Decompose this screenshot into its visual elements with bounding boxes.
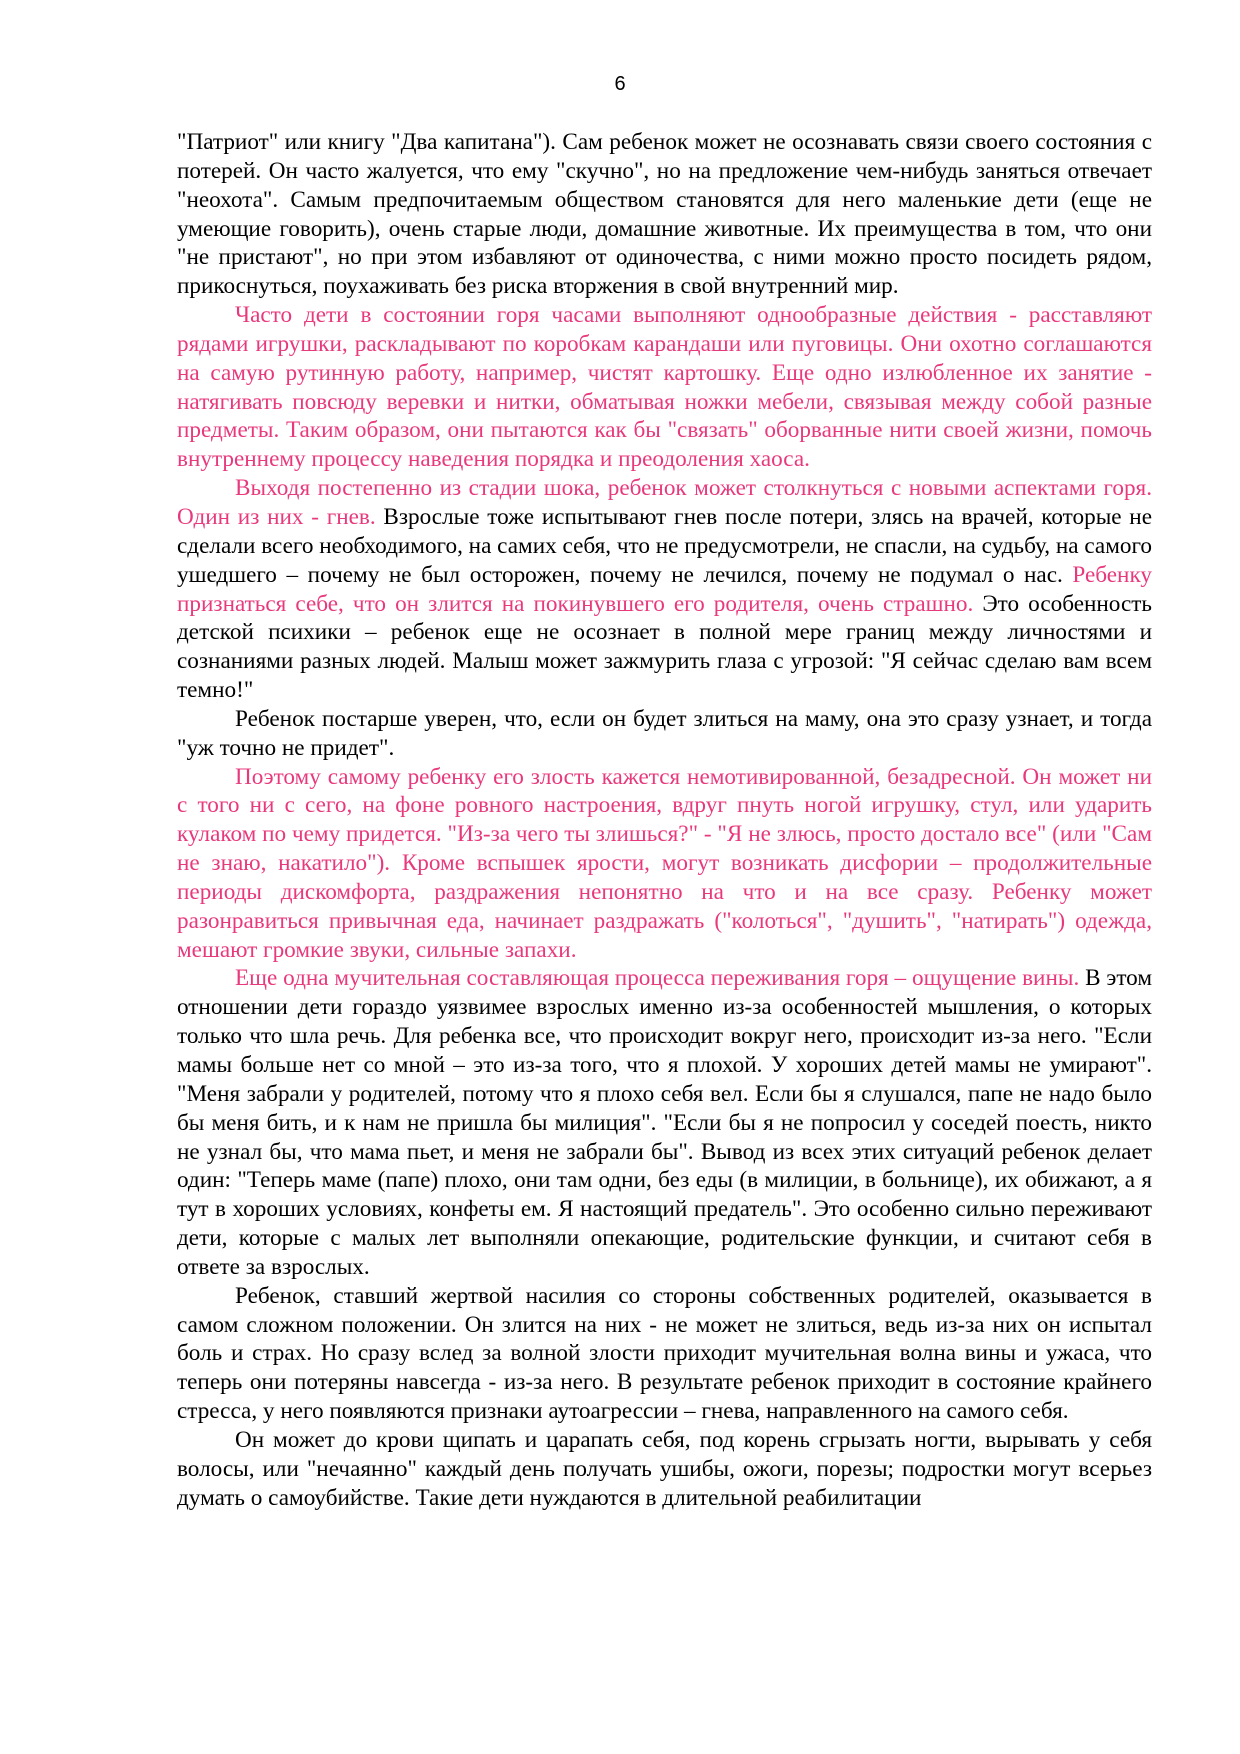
paragraph-6 (177, 964, 1152, 1281)
text-segment: В этом отношении дети гораздо уязвимее взрослых именно из-за особенностей мышления, о которых только что шла речь. Для ребенка все, что происходит вокруг него, происходит из-за него. "Если мамы больше нет со мной – это из-за того, что я плохой. У хороших детей мамы не умирают". "Меня забрали у родителей, потому что я плохо себя вел. Если бы я слушался, папе не надо было бы меня бить, и к нам не пришла бы милиция". "Если бы я не попросил у соседей поесть, никто не узнал бы, что мама пьет, и меня не забрали бы". Вывод из всех этих ситуаций ребенок делает один: "Теперь маме (папе) плохо, они там одни, без еды (в милиции, в больнице), их обижают, а я тут в хороших условиях, конфеты ем. Я настоящий предатель". Это особенно сильно переживают дети, которые с малых лет выполняли опекающие, родительские функции, и считают себя в ответе за взрослых. (177, 965, 1152, 1280)
text-segment: "Патриот" или книгу "Два капитана"). Сам ребенок может не осознавать связи своего состояния с потерей. Он часто жалуется, что ему "скучно", но на предложение чем-нибудь заняться отвечает "неохота". Самым предпочитаемым обществом становятся для него маленькие дети (еще не умеющие говорить), очень старые люди, домашние животные. Их преимущества в том, что они "не пристают", но при этом избавляют от одиночества, с ними можно просто посидеть рядом, прикоснуться, поухаживать без риска вторжения в свой внутренний мир. (177, 129, 1152, 300)
paragraph-5 (177, 763, 1152, 965)
text-segment: Это особенность детской психики – ребенок еще не осознает в полной мере границ между личностями и сознаниями разных людей. Малыш может зажмурить глаза с угрозой: "Я сейчас сделаю вам всем темно!" (177, 590, 1152, 704)
paragraph-2 (177, 301, 1152, 474)
paragraph-1 (177, 128, 1152, 301)
text-segment: Взрослые тоже испытывают гнев после потери, злясь на врачей, которые не сделали всего необходимого, на самих себя, что не предусмотрели, не спасли, на судьбу, на самого ушедшего – почему не был осторожен, почему не лечился, почему не подумал о нас. (177, 503, 1153, 588)
highlighted-text-segment: Еще одна мучительная составляющая процесса переживания горя – ощущение вины. (235, 965, 1080, 992)
highlighted-text-segment: Поэтому самому ребенку его злость кажется немотивированной, безадресной. Он может ни с того ни с сего, на фоне ровного настроения, вдруг пнуть ногой игрушку, стул, или ударить кулаком по чему придется. "Из-за чего ты злишься?" - "Я не злюсь, просто достало все" (или "Сам не знаю, накатило"). Кроме вспышек ярости, могут возникать дисфории – продолжительные периоды дискомфорта, раздражения непонятно на что и на все сразу. Ребенку может разонравиться привычная еда, начинает раздражать ("колоться", "душить", "натирать") одежда, мешают громкие звуки, сильные запахи. (177, 763, 1152, 963)
text-segment: Он может до крови щипать и царапать себя, под корень сгрызать ногти, вырывать у себя волосы, или "нечаянно" каждый день получать ушибы, ожоги, порезы; подростки могут всерьез думать о самоубийстве. Такие дети нуждаются в длительной реабилитации (177, 1426, 1152, 1511)
document-body (177, 128, 1152, 1513)
text-segment: Ребенок постарше уверен, что, если он будет злиться на маму, она это сразу узнает, и тогда "уж точно не придет". (177, 705, 1152, 761)
highlighted-text-segment: Часто дети в состоянии горя часами выполняют однообразные действия - расставляют рядами игрушки, раскладывают по коробкам карандаши или пуговицы. Они охотно соглашаются на самую рутинную работу, например, чистят картошку. Еще одно излюбленное их занятие - натягивать повсюду веревки и нитки, обматывая ножки мебели, связывая между собой разные предметы. Таким образом, они пытаются как бы "связать" оборванные нити своей жизни, помочь внутреннему процессу наведения порядка и преодоления хаоса. (177, 302, 1152, 473)
paragraph-3 (177, 474, 1152, 705)
text-segment: Ребенок, ставший жертвой насилия со стороны собственных родителей, оказывается в самом сложном положении. Он злится на них - не может не злиться, ведь из-за них он испытал боль и страх. Но сразу вслед за волной злости приходит мучительная волна вины и ужаса, что теперь они потеряны навсегда - из-за него. В результате ребенок приходит в состояние крайнего стресса, у него появляются признаки аутоагрессии – гнева, направленного на самого себя. (177, 1282, 1152, 1425)
paragraph-4 (177, 705, 1152, 763)
page-number: 6 (614, 73, 626, 95)
paragraph-8 (177, 1426, 1152, 1513)
paragraph-7 (177, 1282, 1152, 1426)
highlighted-text-segment: Ребенку признаться себе, что он злится на покинувшего его родителя, очень страшно. (177, 561, 1152, 617)
highlighted-text-segment: Выходя постепенно из стадии шока, ребенок может столкнуться с новыми аспектами горя. Один из них - гнев. (177, 475, 1152, 530)
